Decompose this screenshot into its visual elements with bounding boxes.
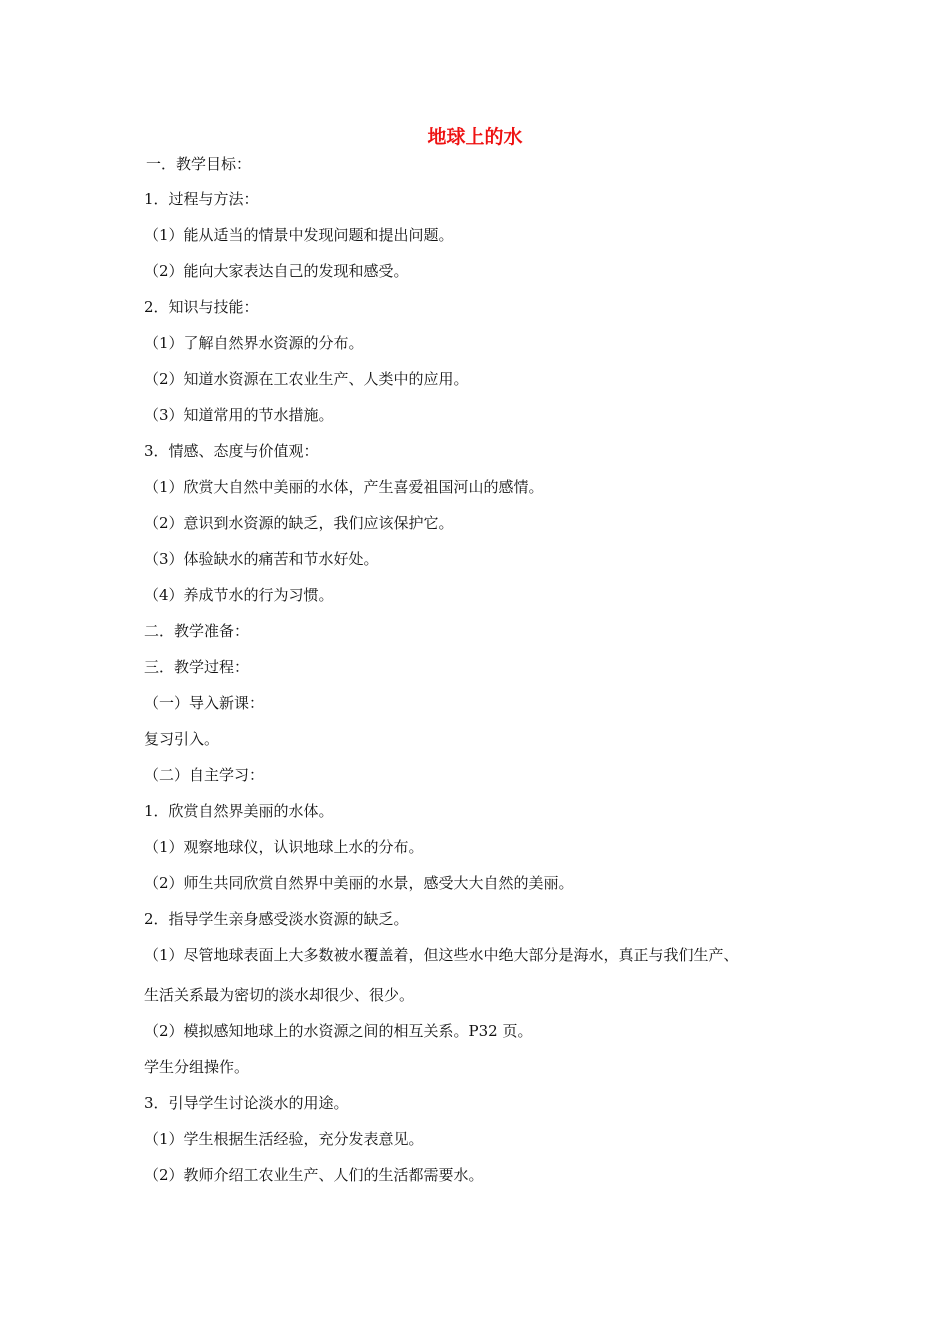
section-heading-process: 三．教学过程： (144, 658, 250, 676)
paragraph-line: （3）体验缺水的痛苦和节水好处。 (144, 550, 379, 568)
paragraph-line: （2）模拟感知地球上的水资源之间的相互关系。P32 页。 (144, 1022, 533, 1040)
paragraph-line: （1）能从适当的情景中发现问题和提出问题。 (144, 226, 454, 244)
paragraph-line: 3．引导学生讨论淡水的用途。 (144, 1094, 349, 1112)
paragraph-line: 1．欣赏自然界美丽的水体。 (144, 802, 334, 820)
subheading-knowledge-skills: 2．知识与技能： (144, 298, 259, 316)
paragraph-line: （2）意识到水资源的缺乏，我们应该保护它。 (144, 514, 454, 532)
subheading-emotion-values: 3．情感、态度与价值观： (144, 442, 319, 460)
paragraph-line: 生活关系最为密切的淡水却很少、很少。 (144, 986, 415, 1004)
paragraph-line: （2）师生共同欣赏自然界中美丽的水景，感受大大自然的美丽。 (144, 874, 574, 892)
paragraph-line: （4）养成节水的行为习惯。 (144, 586, 334, 604)
paragraph-line: （1）尽管地球表面上大多数被水覆盖着，但这些水中绝大部分是海水，真正与我们生产、 (144, 946, 739, 964)
paragraph-line: （1）欣赏大自然中美丽的水体，产生喜爱祖国河山的感情。 (144, 478, 544, 496)
section-heading-objectives: 一．教学目标： (146, 155, 252, 173)
subheading-self-study: （二）自主学习： (144, 766, 265, 784)
paragraph-line: （3）知道常用的节水措施。 (144, 406, 334, 424)
subheading-introduction: （一）导入新课： (144, 694, 265, 712)
paragraph-line: （1）学生根据生活经验，充分发表意见。 (144, 1130, 424, 1148)
paragraph-line: 2．指导学生亲身感受淡水资源的缺乏。 (144, 910, 409, 928)
paragraph-line: （2）教师介绍工农业生产、人们的生活都需要水。 (144, 1166, 484, 1184)
paragraph-line: 复习引入。 (144, 730, 220, 748)
paragraph-line: （2）知道水资源在工农业生产、人类中的应用。 (144, 370, 469, 388)
paragraph-line: （1）观察地球仪，认识地球上水的分布。 (144, 838, 424, 856)
paragraph-line: （1）了解自然界水资源的分布。 (144, 334, 364, 352)
subheading-process-methods: 1．过程与方法： (144, 190, 259, 208)
paragraph-line: 学生分组操作。 (144, 1058, 250, 1076)
document-title: 地球上的水 (427, 126, 523, 148)
paragraph-line: （2）能向大家表达自己的发现和感受。 (144, 262, 409, 280)
section-heading-preparation: 二．教学准备： (144, 622, 250, 640)
